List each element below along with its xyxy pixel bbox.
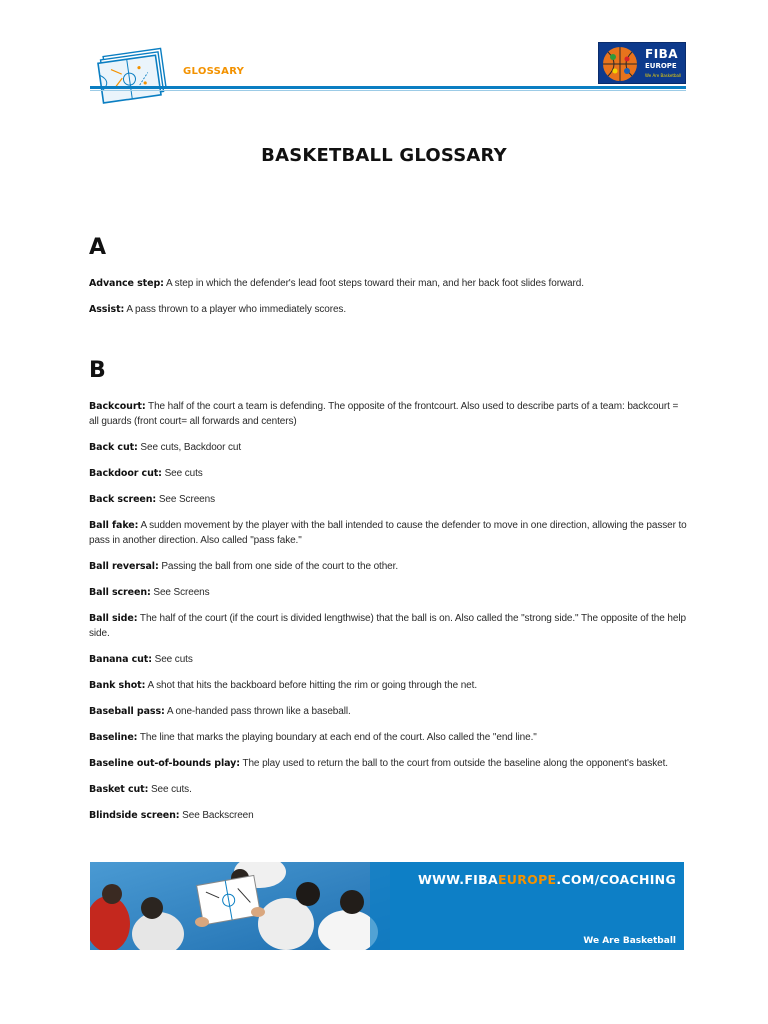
glossary-entry (89, 678, 689, 693)
glossary-definition: A step in which the defender's lead foot steps toward their man, and her back foot slides forward. (163, 278, 584, 289)
glossary-body (89, 232, 689, 861)
glossary-section-a (89, 232, 689, 317)
glossary-term: Ball side: (89, 613, 138, 624)
glossary-entry (89, 756, 689, 771)
glossary-entry (89, 611, 689, 641)
glossary-entry (89, 808, 689, 823)
glossary-entry (89, 782, 689, 797)
fiba-logo-text: FIBA (645, 47, 679, 61)
section-letter: B (89, 358, 106, 383)
glossary-term: Baseline: (89, 732, 138, 743)
glossary-definition: A sudden movement by the player with the ball intended to cause the defender to move in one direction, allowing the passer to pass in another direction. Also called "pass fake." (89, 520, 687, 546)
fiba-europe-logo (598, 42, 686, 84)
glossary-definition: Passing the ball from one side of the court to the other. (158, 561, 399, 572)
glossary-entry (89, 399, 689, 429)
glossary-entry (89, 466, 689, 481)
europe-logo-text: EUROPE (645, 62, 677, 70)
glossary-definition: The play used to return the ball to the court from outside the baseline along the opponent's basket. (239, 758, 668, 769)
glossary-definition: See cuts. (148, 784, 192, 795)
footer-tagline: We Are Basketball (583, 936, 676, 946)
glossary-entry (89, 302, 689, 317)
glossary-term: Backcourt: (89, 401, 146, 412)
glossary-term: Blindside screen: (89, 810, 180, 821)
glossary-term: Baseline out-of-bounds play: (89, 758, 240, 769)
header-rule (90, 86, 686, 89)
glossary-definition: See cuts (161, 468, 203, 479)
glossary-term: Back screen: (89, 494, 157, 505)
glossary-definition: See Screens (150, 587, 210, 598)
glossary-term: Bank shot: (89, 680, 146, 691)
glossary-definition: The half of the court (if the court is divided lengthwise) that the ball is on. Also called the "strong side." The opposite of the help side. (89, 613, 686, 639)
glossary-definition: The line that marks the playing boundary at each end of the court. Also called the "end line." (137, 732, 537, 743)
glossary-term: Baseball pass: (89, 706, 165, 717)
glossary-definition: See Screens (156, 494, 215, 505)
page-title: BASKETBALL GLOSSARY (261, 145, 507, 166)
coaching-photo (90, 862, 390, 950)
logo-tagline: We Are Basketball (645, 73, 682, 78)
glossary-entry (89, 704, 689, 719)
clipboard-court-icon (92, 44, 182, 106)
glossary-term: Advance step: (89, 278, 164, 289)
basketball-globe-icon (601, 45, 639, 83)
glossary-entry (89, 492, 689, 507)
glossary-term: Ball reversal: (89, 561, 159, 572)
glossary-definition: A one-handed pass thrown like a baseball. (164, 706, 351, 717)
glossary-entry (89, 585, 689, 600)
glossary-definition: A shot that hits the backboard before hitting the rim or going through the net. (145, 680, 477, 691)
glossary-definition: See Backscreen (179, 810, 254, 821)
glossary-entry (89, 652, 689, 667)
footer-banner[interactable] (90, 862, 684, 950)
page-header (0, 0, 768, 110)
header-rule-thin (90, 90, 686, 91)
glossary-entry (89, 276, 689, 291)
glossary-definition: See cuts (151, 654, 193, 665)
glossary-entry (89, 518, 689, 548)
glossary-entry (89, 440, 689, 455)
section-label: GLOSSARY (183, 66, 245, 77)
glossary-term: Ball screen: (89, 587, 151, 598)
glossary-term: Banana cut: (89, 654, 152, 665)
glossary-entry (89, 730, 689, 745)
glossary-term: Basket cut: (89, 784, 149, 795)
glossary-entry (89, 559, 689, 574)
section-letter: A (89, 235, 107, 260)
glossary-term: Assist: (89, 304, 125, 315)
glossary-definition: The half of the court a team is defending. The opposite of the frontcourt. Also used to describe parts of a team: backcourt = all guards (front court= all forwards and centers) (89, 401, 679, 427)
glossary-definition: See cuts, Backdoor cut (137, 442, 242, 453)
glossary-section-b (89, 355, 689, 823)
glossary-term: Back cut: (89, 442, 138, 453)
fibaeurope-coaching-url[interactable]: WWW.FIBAEUROPE.COM/COACHING (418, 872, 676, 887)
glossary-definition: A pass thrown to a player who immediately scores. (124, 304, 346, 315)
glossary-term: Backdoor cut: (89, 468, 162, 479)
glossary-term: Ball fake: (89, 520, 139, 531)
